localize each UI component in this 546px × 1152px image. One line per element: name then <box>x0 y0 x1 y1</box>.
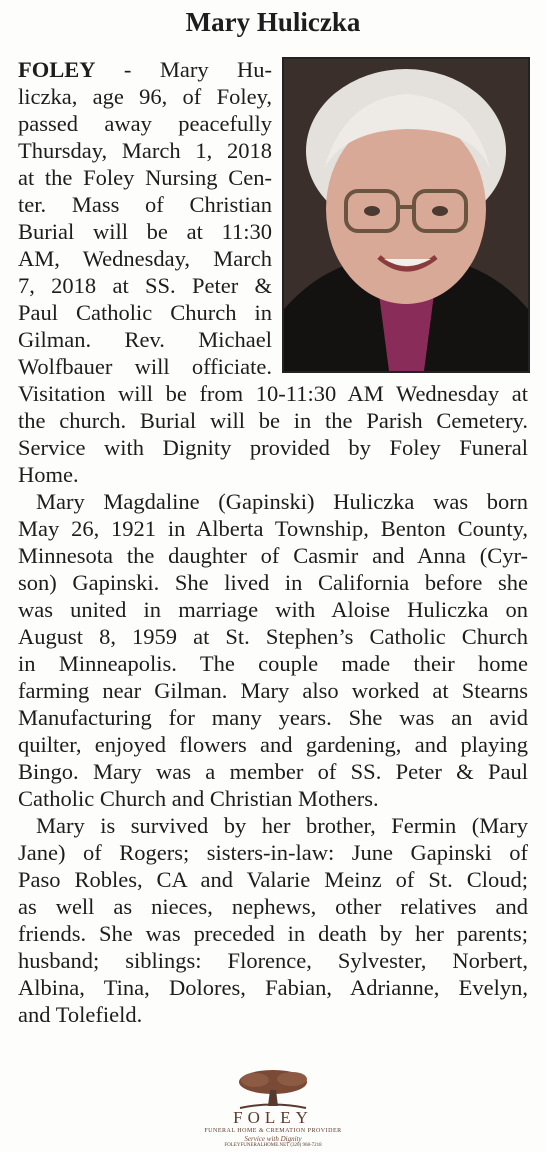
text-line: Mary Magdaline (Gapinski) Huliczka was born <box>36 489 528 514</box>
text-line: May 26, 1921 in Alberta Township, Benton County, <box>18 516 528 541</box>
logo-contact: FOLEYFUNERALHOME.NET (320) 968-7218 <box>224 1143 322 1148</box>
text-line: was united in marriage with Aloise Huliczka on <box>18 597 528 622</box>
text-line-1-rest: - Mary Hu- <box>95 57 272 82</box>
text-line: 7, 2018 at SS. Peter & <box>18 273 272 298</box>
text-line: liczka, age 96, of Foley, <box>18 84 272 109</box>
logo-tagline: FUNERAL HOME & CREMATION PROVIDER <box>204 1128 342 1134</box>
text-line: and Tolefield. <box>18 1002 143 1027</box>
text-line: August 8, 1959 at St. Stephen’s Catholic Church <box>18 624 528 649</box>
text-line: Catholic Church and Christian Mothers. <box>18 786 379 811</box>
text-line: Minnesota the daughter of Casmir and Anna (Cyr- <box>18 543 528 568</box>
obituary-title: Mary Huliczka <box>185 7 361 37</box>
text-line: Service with Dignity provided by Foley Funeral <box>18 435 528 460</box>
text-line: Manufacturing for many years. She was an avid <box>18 705 528 730</box>
text-line: in Minneapolis. The couple made their home <box>18 651 528 676</box>
text-line: Mary is survived by her brother, Fermin (Mary <box>36 813 528 838</box>
text-line: AM, Wednesday, March <box>18 246 272 271</box>
text-line: Visitation will be from 10-11:30 AM Wednesday at <box>18 381 528 406</box>
text-line: friends. She was preceded in death by her parents; <box>18 921 528 946</box>
text-line: ter. Mass of Christian <box>18 192 272 217</box>
text-line: Burial will be at 11:30 <box>18 219 272 244</box>
logo-script: Service with Dignity <box>244 1135 302 1143</box>
text-line: as well as nieces, nephews, other relatives and <box>18 894 528 919</box>
text-line: Bingo. Mary was a member of SS. Peter & Paul <box>18 759 528 784</box>
text-line-1 <box>18 56 272 83</box>
lead-location: FOLEY <box>18 57 96 82</box>
text-line: Paso Robles, CA and Valarie Meinz of St. Cloud; <box>18 867 528 892</box>
funeral-home-logo <box>200 1068 346 1148</box>
text-line: Jane) of Rogers; sisters-in-law: June Gapinski of <box>18 840 528 865</box>
logo-name: FOLEY <box>233 1108 313 1127</box>
text-line: the church. Burial will be in the Parish Cemetery. <box>18 408 528 433</box>
text-line: Home. <box>18 462 79 487</box>
text-line: quilter, enjoyed flowers and gardening, and playing <box>18 732 528 757</box>
text-line: Thursday, March 1, 2018 <box>18 138 272 163</box>
text-line: farming near Gilman. Mary also worked at Stearns <box>18 678 528 703</box>
text-line: Paul Catholic Church in <box>18 300 272 325</box>
text-line: husband; siblings: Florence, Sylvester, Norbert, <box>18 948 528 973</box>
portrait-photo <box>282 57 530 373</box>
text-line: son) Gapinski. She lived in California before she <box>18 570 528 595</box>
text-line: at the Foley Nursing Cen- <box>18 165 272 190</box>
text-line: Wolfbauer will officiate. <box>18 354 272 379</box>
text-line: Gilman. Rev. Michael <box>18 327 272 352</box>
text-line: Albina, Tina, Dolores, Fabian, Adrianne, Evelyn, <box>18 975 528 1000</box>
tree-icon <box>200 1068 346 1110</box>
text-line: passed away peacefully <box>18 111 272 136</box>
